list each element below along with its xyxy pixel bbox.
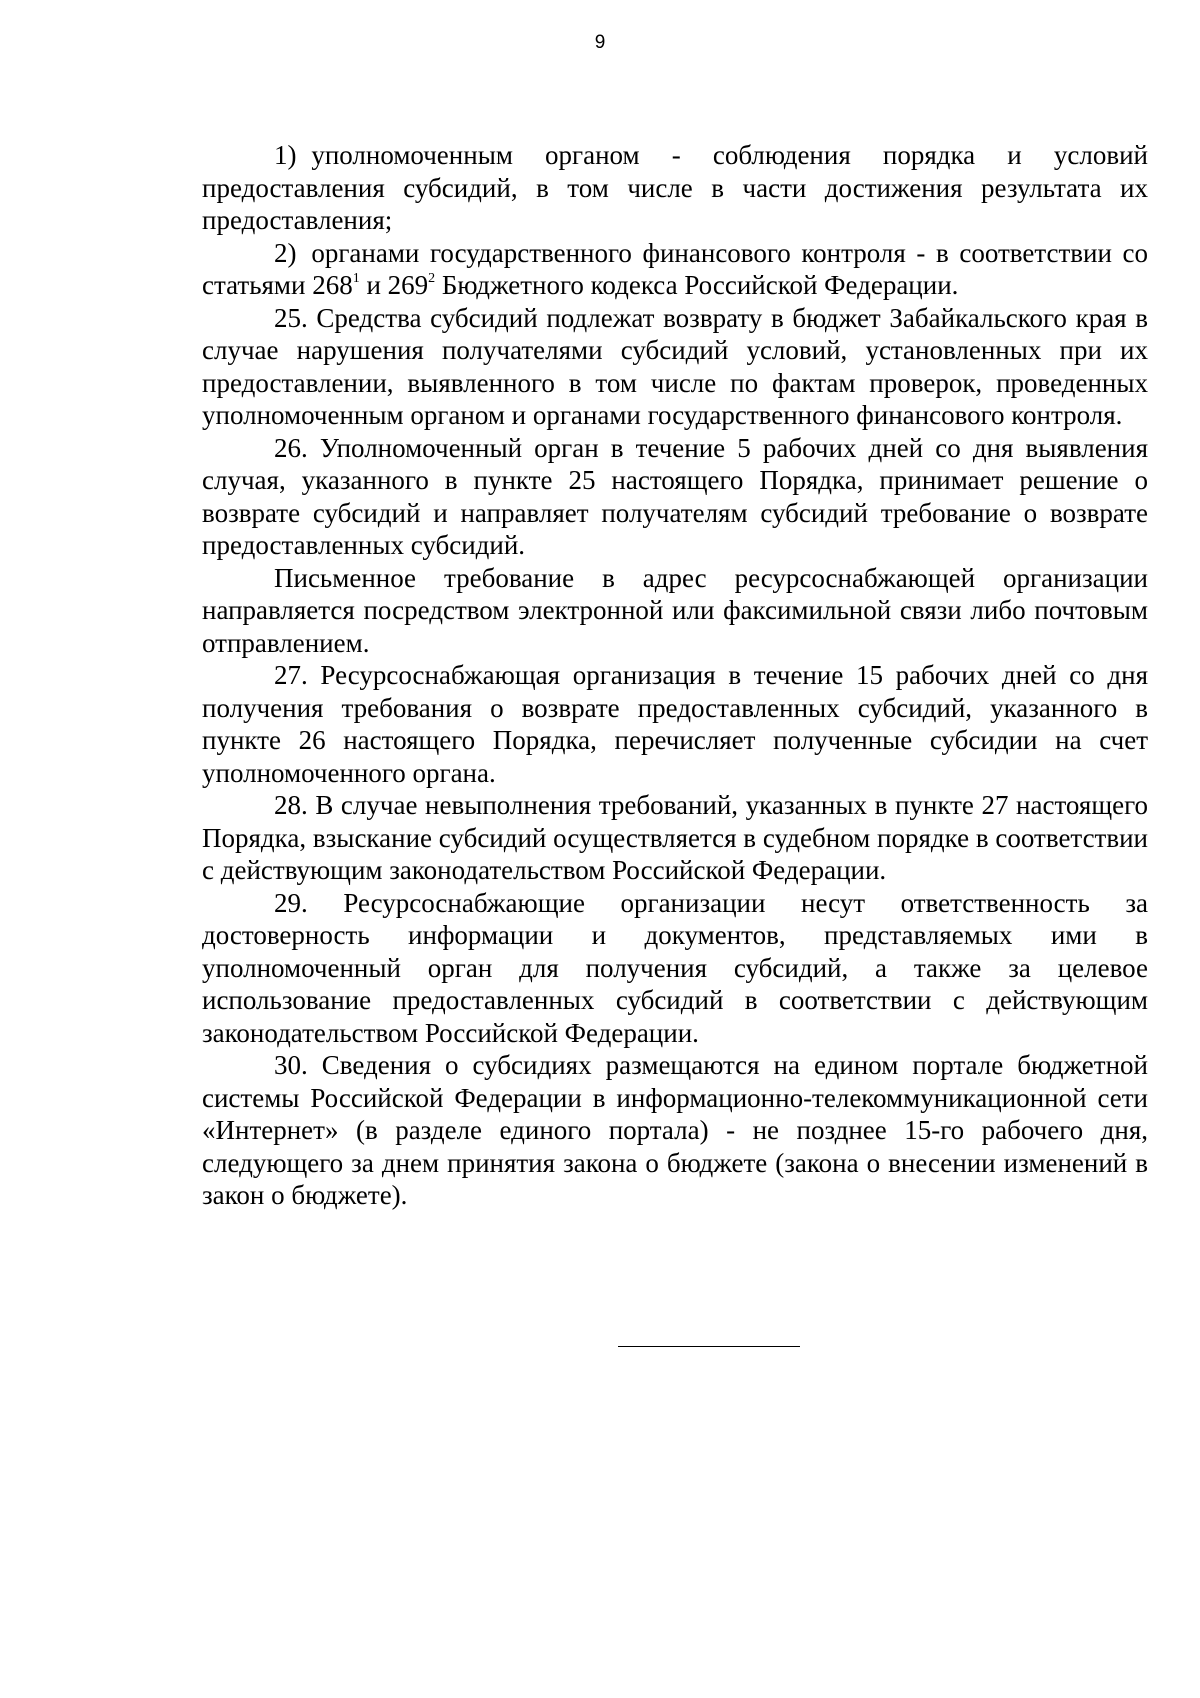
paragraph-27: 27. Ресурсоснабжающая организация в течение 15 рабочих дней со дня получения требования о возврате предоставленных субсидий, указанного в пункте 26 настоящего Порядка, перечисляет полученные субсидии на счет уполномоченного органа.	[202, 660, 1148, 788]
item-text: уполномоченным органом - соблюдения порядка и условий предоставления субсидий, в том числе в части достижения результата их предоставления;	[202, 140, 1148, 235]
item-text-part: и 269	[359, 270, 429, 300]
item-number: 2)	[274, 237, 297, 268]
paragraph-26: 26. Уполномоченный орган в течение 5 рабочих дней со дня выявления случая, указанного в пункте 25 настоящего Порядка, принимает решение о возврате субсидий и направляет получателям субсидий требование о возврате предоставленных субсидий.	[202, 432, 1148, 560]
end-of-document-rule	[618, 1346, 800, 1347]
page-number: 9	[594, 32, 606, 53]
item-number: 1)	[274, 140, 297, 170]
document-body	[202, 139, 1148, 1212]
paragraph-26-continuation: Письменное требование в адрес ресурсоснабжающей организации направляется посредством электронной или факсимильной связи либо почтовым отправлением.	[202, 562, 1148, 658]
paragraph-30: 30. Сведения о субсидиях размещаются на едином портале бюджетной системы Российской Федерации в информационно-телекоммуникационной сети «Интернет» (в разделе единого портала) - не позднее 15-го рабочего дня, следующего за днем принятия закона о бюджете (закона о внесении изменений в закон о бюджете).	[202, 1050, 1148, 1210]
paragraph-25: 25. Средства субсидий подлежат возврату в бюджет Забайкальского края в случае нарушения получателями субсидий условий, установленных при их предоставлении, выявленного в том числе по фактам проверок, проведенных уполномоченным органом и органами государственного финансового контроля.	[202, 302, 1148, 430]
paragraph-29: 29. Ресурсоснабжающие организации несут ответственность за достоверность информации и документов, представляемых ими в уполномоченный орган для получения субсидий, а также за целевое использование предоставленных субсидий в соответствии с действующим законодательством Российской Федерации.	[202, 887, 1148, 1048]
item-text-part: органами государственного финансового контроля - в соответствии со статьями 268	[202, 237, 1148, 300]
superscript-article-mark: 2	[428, 271, 436, 286]
item-text-part: Бюджетного кодекса Российской Федерации.	[435, 270, 959, 300]
paragraph-item-1	[202, 139, 1148, 237]
paragraph-28: 28. В случае невыполнения требований, указанных в пункте 27 настоящего Порядка, взыскание субсидий осуществляется в судебном порядке в соответствии с действующим законодательством Российской Федерации.	[202, 790, 1148, 885]
paragraph-item-2	[202, 237, 1148, 302]
superscript-article-mark: 1	[352, 271, 360, 286]
